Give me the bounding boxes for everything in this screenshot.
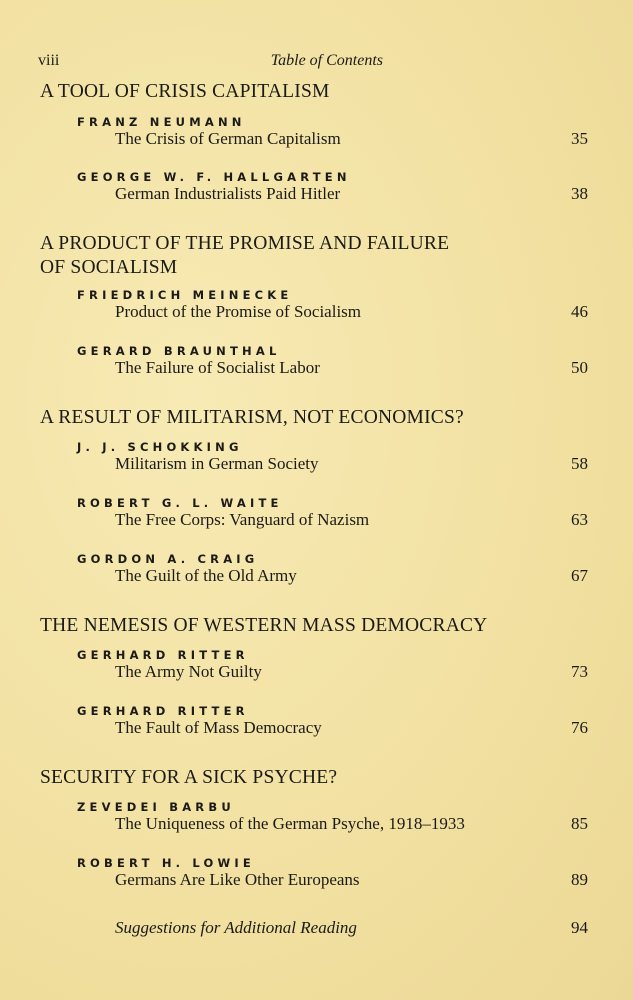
entry-author: GEORGE W. F. HALLGARTEN bbox=[77, 170, 351, 184]
entry-title: The Army Not Guilty bbox=[115, 662, 262, 681]
entry-page: 76 bbox=[571, 718, 588, 737]
section-heading bbox=[40, 766, 600, 790]
entry-page: 58 bbox=[571, 454, 588, 473]
entry-title: The Uniqueness of the German Psyche, 1918–1933 bbox=[115, 814, 465, 833]
entry-page: 50 bbox=[571, 358, 588, 377]
entry-author: FRANZ NEUMANN bbox=[77, 115, 246, 129]
section-heading bbox=[40, 406, 600, 430]
entry-page: 89 bbox=[571, 870, 588, 889]
entry-author: GERARD BRAUNTHAL bbox=[77, 344, 281, 358]
section-heading-line: A PRODUCT OF THE PROMISE AND FAILURE bbox=[40, 233, 450, 254]
section-heading bbox=[40, 80, 600, 104]
entry-title: Product of the Promise of Socialism bbox=[115, 302, 362, 321]
running-title: Table of Contents bbox=[270, 52, 383, 69]
entry-title: The Free Corps: Vanguard of Nazism bbox=[115, 510, 370, 529]
entry-page: 67 bbox=[571, 566, 588, 585]
additional-reading-page: 94 bbox=[571, 918, 588, 937]
entry-author: FRIEDRICH MEINECKE bbox=[77, 288, 293, 302]
entry-author: GERHARD RITTER bbox=[77, 704, 249, 718]
entry-author: GERHARD RITTER bbox=[77, 648, 249, 662]
entry-title: The Crisis of German Capitalism bbox=[115, 129, 341, 148]
entry-page: 85 bbox=[571, 814, 588, 833]
section-heading-line: A TOOL OF CRISIS CAPITALISM bbox=[40, 81, 330, 102]
page-number: viii bbox=[38, 52, 60, 69]
entry-author: GORDON A. CRAIG bbox=[77, 552, 259, 566]
entry-page: 35 bbox=[571, 129, 588, 148]
entry-author: ROBERT H. LOWIE bbox=[77, 856, 255, 870]
section-heading-line: THE NEMESIS OF WESTERN MASS DEMOCRACY bbox=[40, 615, 488, 636]
entry-author: ROBERT G. L. WAITE bbox=[77, 496, 283, 510]
entry-title: The Guilt of the Old Army bbox=[115, 566, 297, 585]
entry-page: 38 bbox=[571, 184, 588, 203]
running-header bbox=[38, 52, 383, 70]
section-heading bbox=[40, 614, 600, 638]
entry-author: J. J. SCHOKKING bbox=[77, 440, 243, 454]
entry-author: ZEVEDEI BARBU bbox=[77, 800, 235, 814]
section-heading-line: SECURITY FOR A SICK PSYCHE? bbox=[40, 767, 338, 788]
entry-title: Germans Are Like Other Europeans bbox=[115, 870, 360, 889]
section-heading-line: A RESULT OF MILITARISM, NOT ECONOMICS? bbox=[40, 407, 464, 428]
entry-title: The Fault of Mass Democracy bbox=[115, 718, 322, 737]
entry-page: 63 bbox=[571, 510, 588, 529]
additional-reading-title: Suggestions for Additional Reading bbox=[115, 918, 357, 937]
entry-title: The Failure of Socialist Labor bbox=[115, 358, 320, 377]
entry-page: 73 bbox=[571, 662, 588, 681]
section-heading bbox=[40, 232, 600, 280]
entry-title: Militarism in German Society bbox=[115, 454, 319, 473]
entry-title: German Industrialists Paid Hitler bbox=[115, 184, 341, 203]
section-heading-line: OF SOCIALISM bbox=[40, 257, 178, 278]
entry-page: 46 bbox=[571, 302, 588, 321]
